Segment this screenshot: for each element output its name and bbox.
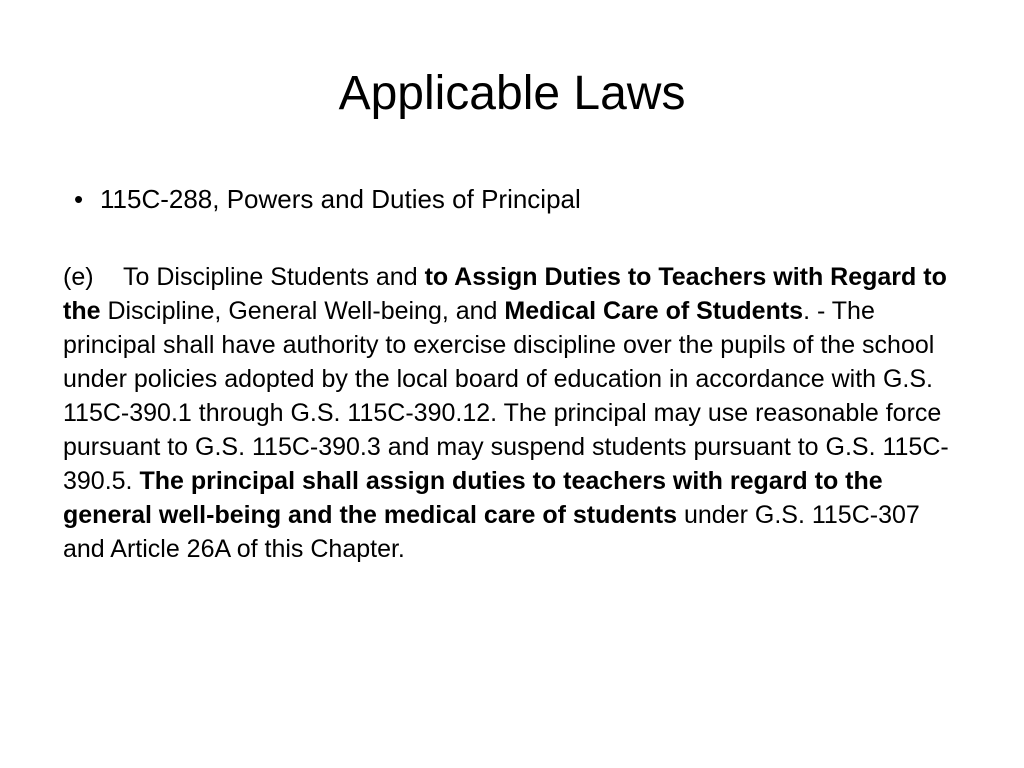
paragraph-bold-1: to Assign Duties to Teachers with Regard to the [63,263,947,325]
statute-paragraph [63,260,968,566]
subsection-label: (e) [63,263,94,291]
paragraph-text-2: Discipline, General Well-being, and [100,297,505,325]
bullet-marker: • [74,184,84,214]
paragraph-bold-3: The principal shall assign duties to teachers with regard to the general well-being and the medical care of students [63,467,883,529]
paragraph-text-3: . - The principal shall have authority to exercise discipline over the pupils of the school under policies adopted by the local board of education in accordance with G.S. 115C-390.1 through G.S. 115C-390.12. The principal may use reasonable force pursuant to G.S. 115C-390.3 and may suspend students pursuant to G.S. 115C-390.5. [63,297,949,495]
slide-title: Applicable Laws [338,67,686,120]
paragraph-bold-2: Medical Care of Students [504,297,804,325]
bullet-item [74,182,581,216]
bullet-text: 115C-288, Powers and Duties of Principal [100,184,581,214]
paragraph-text-1: To Discipline Students and [123,263,425,291]
paragraph-text-4: under G.S. 115C-307 and Article 26A of this Chapter. [63,501,920,563]
